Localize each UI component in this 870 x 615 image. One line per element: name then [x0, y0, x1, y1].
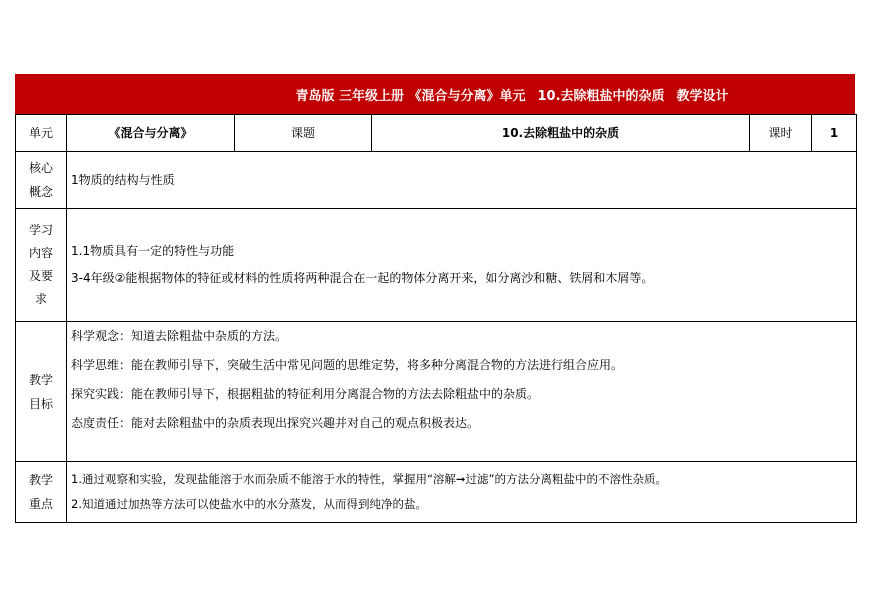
objectives-label: [16, 322, 67, 462]
requirements-row: [16, 209, 857, 322]
label-line: 教学: [28, 473, 53, 487]
requirement-line: 1.1物质具有一定的特性与功能: [71, 244, 235, 258]
hours-value: 1: [812, 115, 857, 152]
requirement-line: 3-4年级②能根据物体的特征或材料的性质将两种混合在一起的物体分离开来，如分离沙和糖、铁屑和木屑等。: [71, 271, 654, 285]
label-line: 及要: [28, 269, 53, 283]
label-line: 重点: [28, 497, 53, 511]
title-suffix: 教学设计: [676, 88, 729, 104]
objectives-row: [16, 322, 857, 462]
core-concept-text: 1物质的结构与性质: [67, 152, 857, 209]
objective-line: 态度责任：能对去除粗盐中的杂质表现出探究兴趣并对自己的观点积极表达。: [71, 416, 480, 430]
label-line: 概念: [28, 185, 53, 199]
key-points-label: [16, 462, 67, 523]
label-line: 学习: [28, 223, 53, 237]
key-point-line: 1.通过观察和实验，发现盐能溶于水而杂质不能溶于水的特性，掌握用“溶解➞过滤”的方法分离粗盐中的不溶性杂质。: [71, 472, 668, 486]
label-line: 教学: [28, 372, 53, 387]
topic-label: 课题: [235, 115, 372, 152]
unit-label: 单元: [16, 115, 67, 152]
info-row: [16, 115, 857, 152]
title-lesson: 10.去除粗盐中的杂质: [537, 88, 665, 104]
lesson-plan-table: [15, 114, 857, 523]
objective-line: 科学思维：能在教师引导下，突破生活中常见问题的思维定势，将多种分离混合物的方法进行组合应用。: [71, 358, 624, 372]
requirements-content: [67, 209, 857, 322]
key-points-content: [67, 462, 857, 523]
objective-line: 探究实践：能在教师引导下，根据粗盐的特征利用分离混合物的方法去除粗盐中的杂质。: [71, 387, 540, 401]
key-points-row: [16, 462, 857, 523]
unit-value: 《混合与分离》: [67, 115, 235, 152]
core-concept-row: [16, 152, 857, 209]
label-line: 求: [34, 292, 47, 306]
title-prefix: 青岛版 三年级上册 《混合与分离》单元: [295, 88, 526, 104]
hours-label: 课时: [750, 115, 812, 152]
topic-value: 10.去除粗盐中的杂质: [372, 115, 750, 152]
label-line: 核心: [28, 161, 53, 175]
objective-line: 科学观念：知道去除粗盐中杂质的方法。: [71, 329, 288, 343]
key-point-line: 2.知道通过加热等方法可以使盐水中的水分蒸发，从而得到纯净的盐。: [71, 497, 427, 511]
requirements-label: [16, 209, 67, 322]
label-line: 目标: [28, 396, 53, 411]
document-title-bar: [15, 74, 855, 114]
core-concept-label: [16, 152, 67, 209]
label-line: 内容: [28, 246, 53, 260]
objectives-content: [67, 322, 857, 462]
